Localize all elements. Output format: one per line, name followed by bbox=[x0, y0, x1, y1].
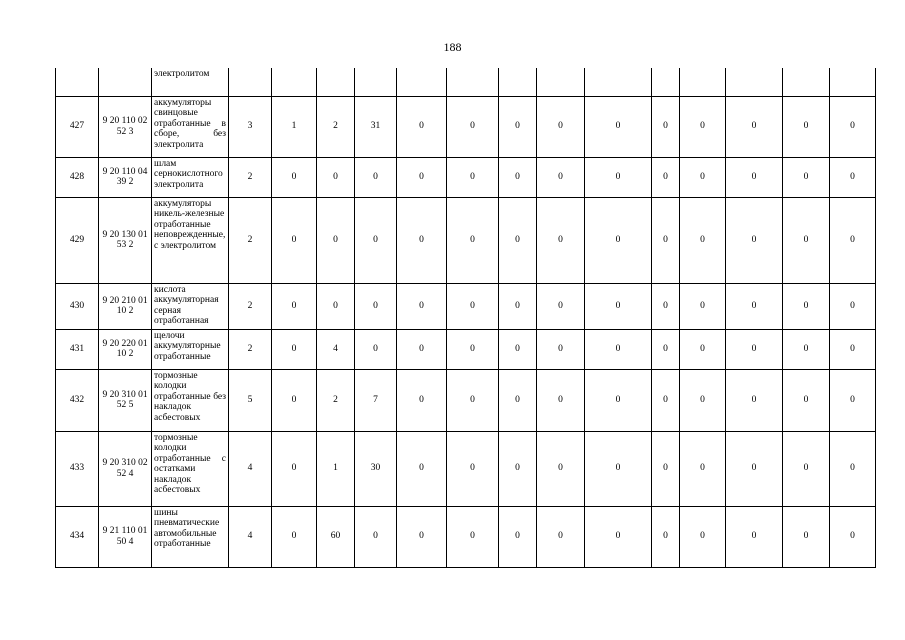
table-row bbox=[56, 68, 876, 96]
table-row bbox=[56, 197, 876, 283]
table-row bbox=[56, 506, 876, 567]
row-number-cell: 433 bbox=[56, 431, 99, 506]
value-cell: 0 bbox=[830, 157, 876, 197]
value-cell: 0 bbox=[397, 506, 447, 567]
value-cell bbox=[355, 68, 397, 96]
value-cell: 0 bbox=[447, 197, 499, 283]
value-cell: 0 bbox=[726, 96, 783, 157]
value-cell: 0 bbox=[499, 329, 537, 369]
row-number-cell: 432 bbox=[56, 369, 99, 431]
value-cell: 0 bbox=[537, 197, 585, 283]
value-cell: 0 bbox=[726, 369, 783, 431]
value-cell: 3 bbox=[229, 96, 272, 157]
value-cell: 0 bbox=[317, 157, 355, 197]
value-cell: 5 bbox=[229, 369, 272, 431]
value-cell: 0 bbox=[830, 96, 876, 157]
value-cell: 2 bbox=[229, 197, 272, 283]
value-cell bbox=[783, 68, 830, 96]
row-number-cell: 430 bbox=[56, 283, 99, 329]
fkko-code-cell: 9 20 110 04 39 2 bbox=[99, 157, 152, 197]
value-cell: 0 bbox=[499, 431, 537, 506]
value-cell bbox=[585, 68, 652, 96]
row-number-cell: 429 bbox=[56, 197, 99, 283]
row-number-cell bbox=[56, 68, 99, 96]
value-cell: 0 bbox=[447, 283, 499, 329]
value-cell: 0 bbox=[652, 197, 680, 283]
fkko-code-cell: 9 20 310 01 52 5 bbox=[99, 369, 152, 431]
value-cell: 0 bbox=[783, 197, 830, 283]
value-cell: 0 bbox=[783, 506, 830, 567]
value-cell: 0 bbox=[447, 157, 499, 197]
value-cell: 0 bbox=[652, 157, 680, 197]
value-cell: 2 bbox=[317, 96, 355, 157]
value-cell: 0 bbox=[680, 96, 726, 157]
value-cell: 0 bbox=[585, 506, 652, 567]
value-cell: 0 bbox=[317, 197, 355, 283]
waste-name-cell: шлам сернокислотного электролита bbox=[152, 157, 229, 197]
value-cell: 7 bbox=[355, 369, 397, 431]
value-cell: 2 bbox=[229, 283, 272, 329]
waste-name-cell: аккумуляторы никель-железные отработанные неповрежденные, с электролитом bbox=[152, 197, 229, 283]
value-cell: 0 bbox=[397, 96, 447, 157]
waste-name-cell: электролитом bbox=[152, 68, 229, 96]
value-cell: 0 bbox=[830, 329, 876, 369]
waste-name-cell: тормозные колодки отработанные с остатками накладок асбестовых bbox=[152, 431, 229, 506]
value-cell: 0 bbox=[726, 283, 783, 329]
table-row bbox=[56, 283, 876, 329]
value-cell: 0 bbox=[397, 369, 447, 431]
value-cell: 0 bbox=[783, 369, 830, 431]
value-cell bbox=[652, 68, 680, 96]
value-cell: 0 bbox=[783, 329, 830, 369]
fkko-code-cell: 9 20 220 01 10 2 bbox=[99, 329, 152, 369]
value-cell: 0 bbox=[537, 96, 585, 157]
value-cell: 0 bbox=[355, 157, 397, 197]
page-number: 188 bbox=[443, 40, 462, 54]
value-cell: 0 bbox=[397, 197, 447, 283]
value-cell: 30 bbox=[355, 431, 397, 506]
value-cell: 0 bbox=[830, 197, 876, 283]
value-cell: 2 bbox=[229, 157, 272, 197]
value-cell: 0 bbox=[447, 506, 499, 567]
fkko-code-cell: 9 20 130 01 53 2 bbox=[99, 197, 152, 283]
value-cell: 0 bbox=[397, 431, 447, 506]
value-cell: 4 bbox=[317, 329, 355, 369]
row-number-cell: 428 bbox=[56, 157, 99, 197]
value-cell: 0 bbox=[537, 369, 585, 431]
value-cell bbox=[537, 68, 585, 96]
fkko-code-cell: 9 20 210 01 10 2 bbox=[99, 283, 152, 329]
waste-name-cell: щелочи аккумуляторные отработанные bbox=[152, 329, 229, 369]
waste-name-cell: кислота аккумуляторная серная отработанная bbox=[152, 283, 229, 329]
value-cell: 0 bbox=[272, 329, 317, 369]
value-cell: 0 bbox=[355, 283, 397, 329]
value-cell: 0 bbox=[272, 283, 317, 329]
value-cell: 0 bbox=[537, 506, 585, 567]
value-cell: 0 bbox=[680, 283, 726, 329]
value-cell bbox=[726, 68, 783, 96]
value-cell: 0 bbox=[447, 431, 499, 506]
value-cell: 0 bbox=[447, 369, 499, 431]
value-cell: 0 bbox=[537, 431, 585, 506]
value-cell: 0 bbox=[537, 283, 585, 329]
value-cell: 0 bbox=[397, 157, 447, 197]
value-cell: 0 bbox=[397, 329, 447, 369]
table-row bbox=[56, 157, 876, 197]
value-cell: 0 bbox=[830, 506, 876, 567]
value-cell: 0 bbox=[680, 197, 726, 283]
waste-name-cell: тормозные колодки отработанные без накладок асбестовых bbox=[152, 369, 229, 431]
value-cell: 0 bbox=[499, 506, 537, 567]
fkko-code-cell: 9 20 110 02 52 3 bbox=[99, 96, 152, 157]
table-row bbox=[56, 329, 876, 369]
value-cell bbox=[680, 68, 726, 96]
row-number-cell: 434 bbox=[56, 506, 99, 567]
value-cell bbox=[499, 68, 537, 96]
waste-name-cell: шины пневматические автомобильные отработанные bbox=[152, 506, 229, 567]
value-cell: 0 bbox=[499, 96, 537, 157]
value-cell: 0 bbox=[783, 431, 830, 506]
value-cell: 0 bbox=[355, 329, 397, 369]
value-cell: 0 bbox=[726, 506, 783, 567]
value-cell: 0 bbox=[537, 329, 585, 369]
value-cell: 0 bbox=[585, 157, 652, 197]
value-cell: 1 bbox=[272, 96, 317, 157]
value-cell: 0 bbox=[585, 369, 652, 431]
value-cell: 1 bbox=[317, 431, 355, 506]
value-cell: 0 bbox=[499, 369, 537, 431]
value-cell: 0 bbox=[652, 329, 680, 369]
value-cell bbox=[272, 68, 317, 96]
value-cell: 0 bbox=[726, 431, 783, 506]
value-cell: 0 bbox=[585, 197, 652, 283]
value-cell: 0 bbox=[272, 506, 317, 567]
value-cell: 60 bbox=[317, 506, 355, 567]
value-cell: 0 bbox=[272, 157, 317, 197]
value-cell: 0 bbox=[447, 329, 499, 369]
value-cell bbox=[830, 68, 876, 96]
value-cell: 0 bbox=[585, 329, 652, 369]
value-cell: 0 bbox=[652, 96, 680, 157]
value-cell: 0 bbox=[783, 96, 830, 157]
value-cell: 0 bbox=[830, 283, 876, 329]
value-cell: 0 bbox=[585, 96, 652, 157]
value-cell: 0 bbox=[272, 431, 317, 506]
value-cell: 4 bbox=[229, 431, 272, 506]
value-cell: 0 bbox=[585, 283, 652, 329]
value-cell: 0 bbox=[783, 157, 830, 197]
row-number-cell: 427 bbox=[56, 96, 99, 157]
value-cell: 0 bbox=[447, 96, 499, 157]
value-cell: 31 bbox=[355, 96, 397, 157]
value-cell: 0 bbox=[355, 197, 397, 283]
value-cell: 0 bbox=[499, 197, 537, 283]
value-cell: 0 bbox=[680, 369, 726, 431]
fkko-code-cell: 9 20 310 02 52 4 bbox=[99, 431, 152, 506]
value-cell: 0 bbox=[726, 329, 783, 369]
value-cell bbox=[397, 68, 447, 96]
waste-table bbox=[55, 68, 876, 568]
waste-name-cell: аккумуляторы свинцовые отработанные в сборе, без электролита bbox=[152, 96, 229, 157]
value-cell: 0 bbox=[680, 157, 726, 197]
value-cell: 0 bbox=[726, 197, 783, 283]
fkko-code-cell: 9 21 110 01 50 4 bbox=[99, 506, 152, 567]
value-cell: 0 bbox=[499, 157, 537, 197]
value-cell: 0 bbox=[272, 369, 317, 431]
table-row bbox=[56, 431, 876, 506]
value-cell: 0 bbox=[726, 157, 783, 197]
value-cell: 0 bbox=[499, 283, 537, 329]
value-cell: 0 bbox=[830, 369, 876, 431]
value-cell: 0 bbox=[272, 197, 317, 283]
value-cell: 0 bbox=[830, 431, 876, 506]
row-number-cell: 431 bbox=[56, 329, 99, 369]
value-cell: 0 bbox=[652, 506, 680, 567]
value-cell: 0 bbox=[585, 431, 652, 506]
value-cell: 0 bbox=[355, 506, 397, 567]
fkko-code-cell bbox=[99, 68, 152, 96]
value-cell: 0 bbox=[537, 157, 585, 197]
value-cell bbox=[229, 68, 272, 96]
value-cell: 2 bbox=[317, 369, 355, 431]
value-cell bbox=[447, 68, 499, 96]
value-cell: 0 bbox=[783, 283, 830, 329]
value-cell: 0 bbox=[680, 329, 726, 369]
table-row bbox=[56, 96, 876, 157]
value-cell: 0 bbox=[652, 283, 680, 329]
value-cell: 0 bbox=[680, 506, 726, 567]
value-cell: 0 bbox=[680, 431, 726, 506]
value-cell: 4 bbox=[229, 506, 272, 567]
value-cell: 2 bbox=[229, 329, 272, 369]
value-cell bbox=[317, 68, 355, 96]
value-cell: 0 bbox=[397, 283, 447, 329]
value-cell: 0 bbox=[652, 431, 680, 506]
value-cell: 0 bbox=[652, 369, 680, 431]
value-cell: 0 bbox=[317, 283, 355, 329]
table-row bbox=[56, 369, 876, 431]
